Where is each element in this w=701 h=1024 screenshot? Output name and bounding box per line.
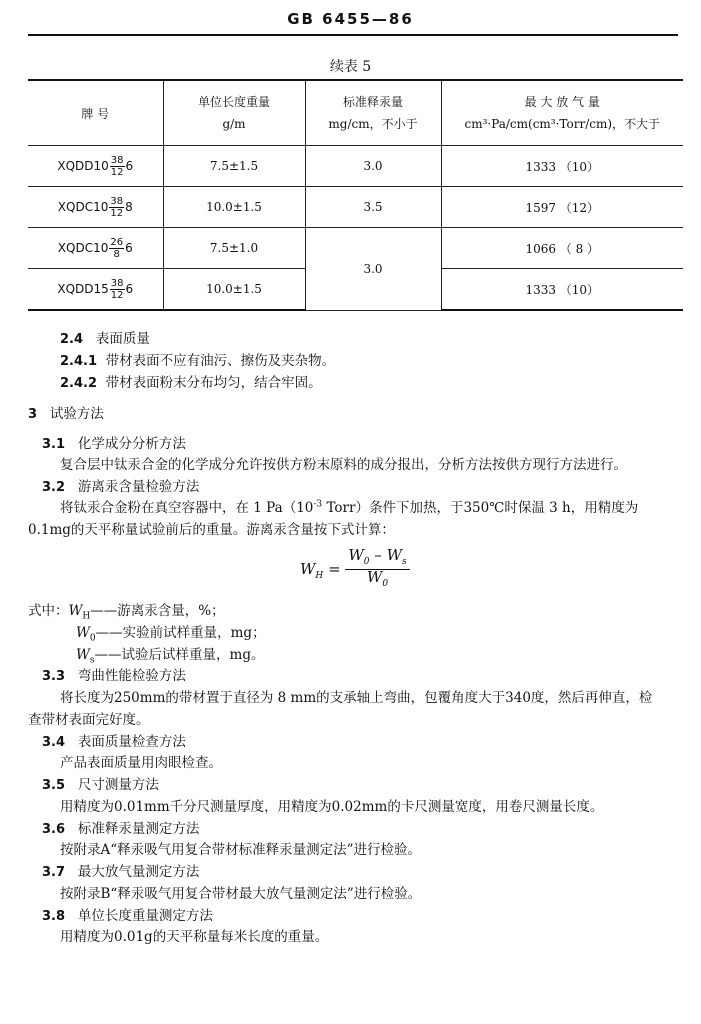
- where-item-3: $W_s——$试验后试样重量，mg。: [76, 647, 265, 666]
- table-row: [28, 146, 683, 187]
- section-3-4-text: 产品表面质量用肉眼检查。: [60, 755, 222, 771]
- section-3-3-line2: 查带材表面完好度。: [28, 712, 150, 728]
- brand-cell: XQDD15 $\frac{38}{12}$ 6: [28, 269, 163, 311]
- section-3-2-title: 3.2 游离汞含量检验方法: [42, 479, 200, 495]
- gas-cell: 1333 （10）: [441, 269, 683, 311]
- brand-cell: XQDC10 $\frac{26}{8}$ 6: [28, 228, 163, 269]
- section-3-3-title: 3.3 弯曲性能检验方法: [42, 668, 186, 684]
- release-cell-merged: 3.0: [305, 228, 441, 311]
- brand-cell: XQDD10 $\frac{38}{12}$ 6: [28, 146, 163, 187]
- section-3-5-title: 3.5 尺寸测量方法: [42, 777, 159, 793]
- section-2-4: 2.4 表面质量: [60, 331, 150, 347]
- section-3-2-line1: 将钛汞合金粉在真空容器中，在 1 $Pa(10^{-3}$ Torr）条件下加热，于350℃时保温 3 h，用精度为: [60, 499, 639, 516]
- where-item-1: 式中：$W_H——$游离汞含量，%；: [28, 603, 225, 622]
- header-brand: 牌 号: [28, 80, 163, 146]
- standard-code: GB 6455—86: [287, 10, 414, 28]
- section-3-1-text: 复合层中钛汞合金的化学成分允许按供方粉末原料的成分报出，分析方法按供方现行方法进行。: [60, 457, 627, 473]
- section-2-4-1: 2.4.1 带材表面不应有油污、擦伤及夹杂物。: [60, 353, 336, 369]
- header-unit-weight: 单位长度重量 g/m: [163, 80, 305, 146]
- section-3-3-line1: 将长度为250mm的带材置于直径为 8 mm的支承轴上弯曲，包覆角度大于340度，然后再伸直，检: [60, 690, 653, 706]
- section-3-2-line2: 0.1mg的天平称量试验前后的重量。游离汞含量按下式计算：: [28, 522, 395, 538]
- weight-cell: 10.0±1.5: [163, 269, 305, 311]
- gas-cell: 1597 （12）: [441, 187, 683, 228]
- weight-cell: 7.5±1.0: [163, 228, 305, 269]
- formula-numerator: $W_0 - W_s$: [345, 546, 410, 570]
- gas-cell: 1066 （ 8 ）: [441, 228, 683, 269]
- section-2-4-2: 2.4.2 带材表面粉末分布均匀，结合牢固。: [60, 375, 322, 391]
- header-mercury-release: 标准释汞量 mg/cm，不小于: [305, 80, 441, 146]
- section-3-5-text: 用精度为0.01mm千分尺测量厚度，用精度为0.02mm的卡尺测量宽度，用卷尺测量长度。: [60, 799, 604, 815]
- section-3-6-text: 按附录A“释汞吸气用复合带材标准释汞量测定法”进行检验。: [60, 842, 422, 858]
- header-max-outgassing: 最 大 放 气 量 cm³·Pa/cm(cm³·Torr/cm)，不大于: [441, 80, 683, 146]
- header-rule: [28, 34, 678, 36]
- table-row: [28, 228, 683, 269]
- brand-cell: XQDC10 $\frac{38}{12}$ 8: [28, 187, 163, 228]
- section-3-7-text: 按附录B“释汞吸气用复合带材最大放气量测定法”进行检验。: [60, 886, 422, 902]
- gas-cell: 1333 （10）: [441, 146, 683, 187]
- section-3-6-title: 3.6 标准释汞量测定方法: [42, 821, 200, 837]
- where-item-2: $W_0——$实验前试样重量，mg；: [76, 625, 266, 644]
- section-3-4-title: 3.4 表面质量检查方法: [42, 734, 186, 750]
- table-row: [28, 187, 683, 228]
- spec-table: [28, 79, 683, 311]
- section-3-1-title: 3.1 化学成分分析方法: [42, 436, 186, 452]
- section-3-8-text: 用精度为0.01g的天平称量每米长度的重量。: [60, 929, 329, 945]
- section-3-7-title: 3.7 最大放气量测定方法: [42, 864, 200, 880]
- release-cell: 3.5: [305, 187, 441, 228]
- section-3-8-title: 3.8 单位长度重量测定方法: [42, 908, 213, 924]
- weight-cell: 7.5±1.5: [163, 146, 305, 187]
- weight-cell: 10.0±1.5: [163, 187, 305, 228]
- table-caption: 续表 5: [329, 59, 372, 75]
- formula-denominator: $W_0$: [366, 568, 389, 589]
- table-header-row: [28, 80, 683, 146]
- section-3: 3 试验方法: [28, 406, 104, 422]
- release-cell: 3.0: [305, 146, 441, 187]
